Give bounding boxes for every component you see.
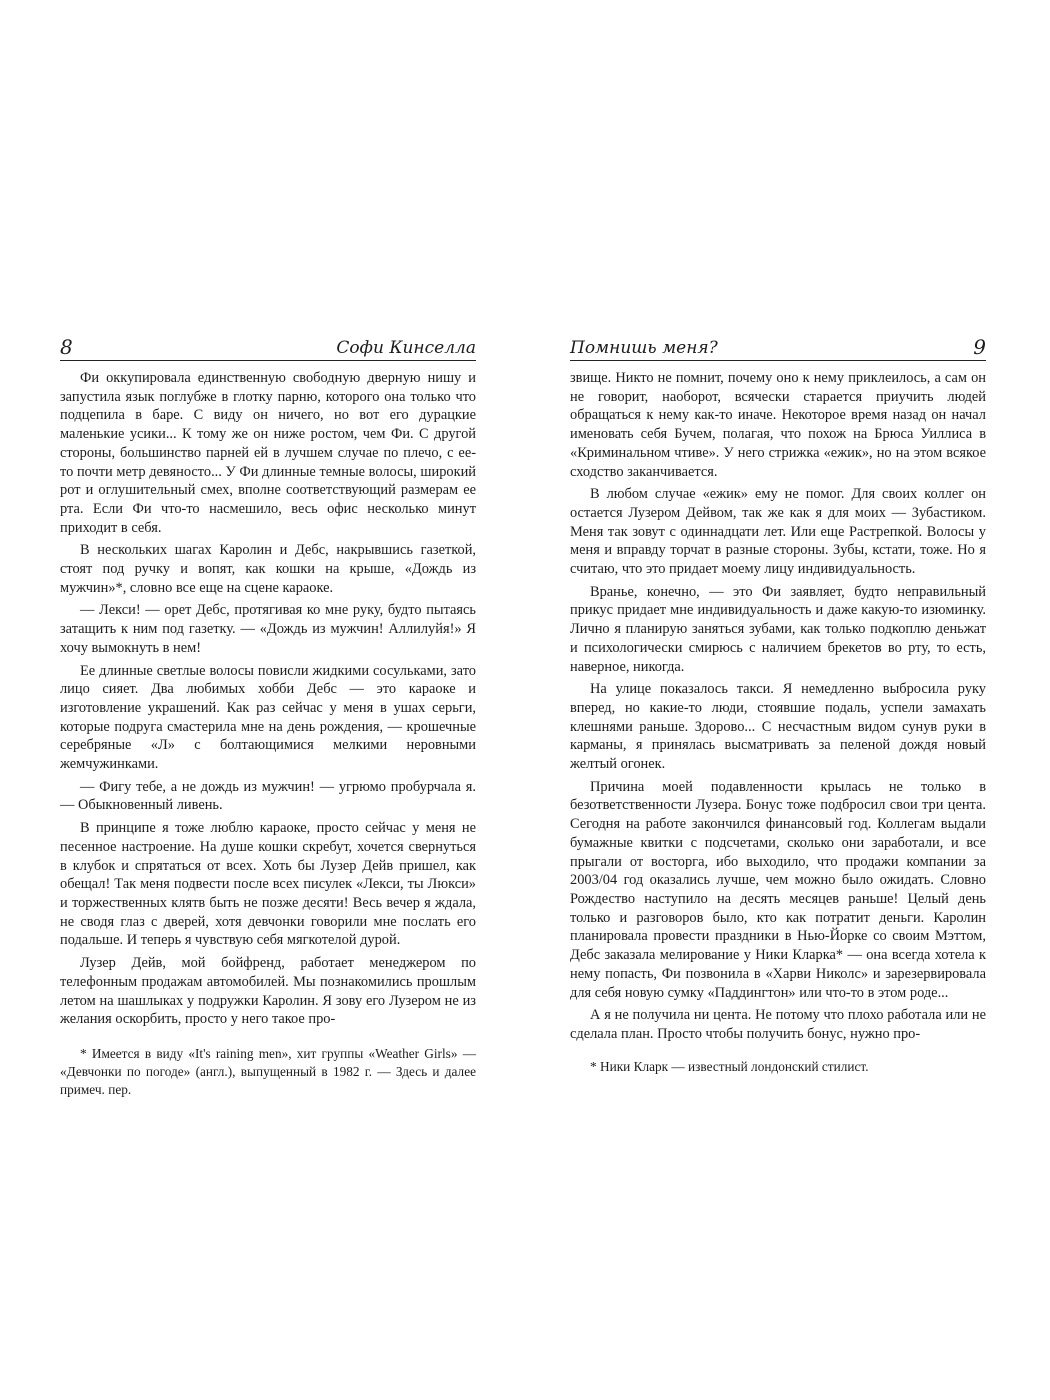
paragraph: Причина моей подавленности крылась не только в безответственности Лузера. Бонус тоже подбросил свои три цента. Сегодня на работе закончился финансовый год. Коллегам выдали бумажные квитки с подсчетами, сколько они заработали, и все прыгали от восторга, ибо выходило, что продажи компании за 2003/04 год оказались лучше, чем можно было ожидать. Словно Рождество наступило на десять месяцев раньше! Целый день только и разговоров было, кто как потратит деньги. Каролин планировала провести праздники в Нью-Йорке со своим Мэттом, Дебс заказала мелирование у Ники Кларка* — она всегда хотела к нему попасть, Фи позвонила в «Харви Николс» и зарезервировала для себя новую сумку «Паддингтон» или что-то в этом роде... (570, 778, 986, 1001)
right-page (570, 334, 986, 1076)
right-body-text (570, 369, 986, 1044)
book-title-running-head: Помнишь меня? (570, 338, 718, 358)
paragraph: В любом случае «ежик» ему не помог. Для своих коллег он остается Лузером Дейвом, так же как я для моих — Зубастиком. Меня так зовут с одиннадцати лет. Или еще Растрепкой. Волосы у меня и вправду торчат в разные стороны. Зубы, кстати, тоже. Но я считаю, что это придает моему лицу индивидуальность. (570, 486, 986, 578)
left-running-head (60, 334, 476, 361)
footnote-text: * Имеется в виду «It's raining men», хит группы «Weather Girls» — «Девчонки по погоде» (англ.), выпущенный в 1982 г. — Здесь и далее примеч. пер. (60, 1045, 476, 1097)
page-number-left: 8 (60, 335, 73, 359)
right-footnote (570, 1058, 986, 1076)
paragraph: В принципе я тоже люблю караоке, просто сейчас у меня не песенное настроение. На душе кошки скребут, хочется свернуться в клубок и спрятаться от всех. Хоть бы Лузер Дейв пришел, как обещал! Так меня подвести после всех писулек «Лекси, ты Люкси» и торжественных клятв быть не позже десяти! Весь вечер я ждала, не сводя глаз с дверей, хотя девчонки говорили мне послать его подальше. И теперь я чувствую себя мягкотелой дурой. (60, 820, 476, 949)
paragraph: — Фигу тебе, а не дождь из мужчин! — угрюмо пробурчала я. — Обыкновенный ливень. (60, 778, 476, 814)
right-running-head (570, 334, 986, 361)
author-running-head: Софи Кинселла (336, 338, 476, 358)
paragraph: В нескольких шагах Каролин и Дебс, накрывшись газеткой, стоят под ручку и вопят, как кошки на крыше, «Дождь из мужчин»*, словно все еще на сцене караоке. (60, 542, 476, 596)
left-body-text (60, 369, 476, 1029)
paragraph: Вранье, конечно, — это Фи заявляет, будто неправильный прикус придает мне индивидуальность и даже какую-то изюминку. Лично я планирую заняться зубами, как только подкоплю деньжат и психологически смирюсь с наличием брекетов во рту, то есть, наверное, никогда. (570, 583, 986, 675)
paragraph: — Лекси! — орет Дебс, протягивая ко мне руку, будто пытаясь затащить к ним под газетку. — «Дождь из мужчин! Аллилуйя!» Я хочу вымокнуть в нем! (60, 602, 476, 656)
left-footnote (60, 1045, 476, 1099)
paragraph: На улице показалось такси. Я немедленно выбросила руку вперед, но какие-то люди, стоявшие подаль, успели замахать клешнями раньше. Здорово... С несчастным видом сунув руки в карманы, я принялась высматривать за пеленой дождя новый желтый огонек. (570, 681, 986, 773)
paragraph: Ее длинные светлые волосы повисли жидкими сосульками, зато лицо сияет. Два любимых хобби Дебс — это караоке и изготовление украшений. Как раз сейчас у меня в ушах серьги, которые подруга смастерила мне на день рождения, — крошечные серебряные «Л» с болтающимися мелкими неровными жемчужинками. (60, 662, 476, 773)
paragraph: А я не получила ни цента. Не потому что плохо работала или не сделала план. Просто чтобы получить бонус, нужно про- (570, 1007, 986, 1042)
paragraph-continuation: звище. Никто не помнит, почему оно к нему приклеилось, а сам он не говорит, наоборот, всячески старается приучить людей обращаться к нему как-то иначе. Некоторое время назад он начал именовать себя Бучем, полагая, что похож на Брюса Уиллиса в «Криминальном чтиве». У него стрижка «ежик», но на этом всякое сходство заканчивается. (570, 370, 986, 480)
page-number-right: 9 (973, 335, 986, 359)
left-page (60, 334, 476, 1099)
paragraph: Фи оккупировала единственную свободную дверную нишу и запустила язык поглубже в глотку парню, которого она только что подцепила в баре. С виду он ничего, но вот его дурацкие маленькие усики... К тому же он ниже ростом, чем Фи. С другой стороны, большинство парней ей в лучшем случае по плечо, с ее-то почти метр девяносто... У Фи длинные темные волосы, широкий рот и оглушительный смех, вполне соответствующий размерам ее рта. Если Фи что-то насмешило, весь офис несколько минут приходит в себя. (60, 370, 476, 536)
paragraph: Лузер Дейв, мой бойфренд, работает менеджером по телефонным продажам автомобилей. Мы познакомились прошлым летом на шашлыках у подружки Каролин. Я зову его Лузером не из желания оскорбить, просто у него такое про- (60, 955, 476, 1028)
footnote-text: * Ники Кларк — известный лондонский стилист. (590, 1058, 869, 1074)
